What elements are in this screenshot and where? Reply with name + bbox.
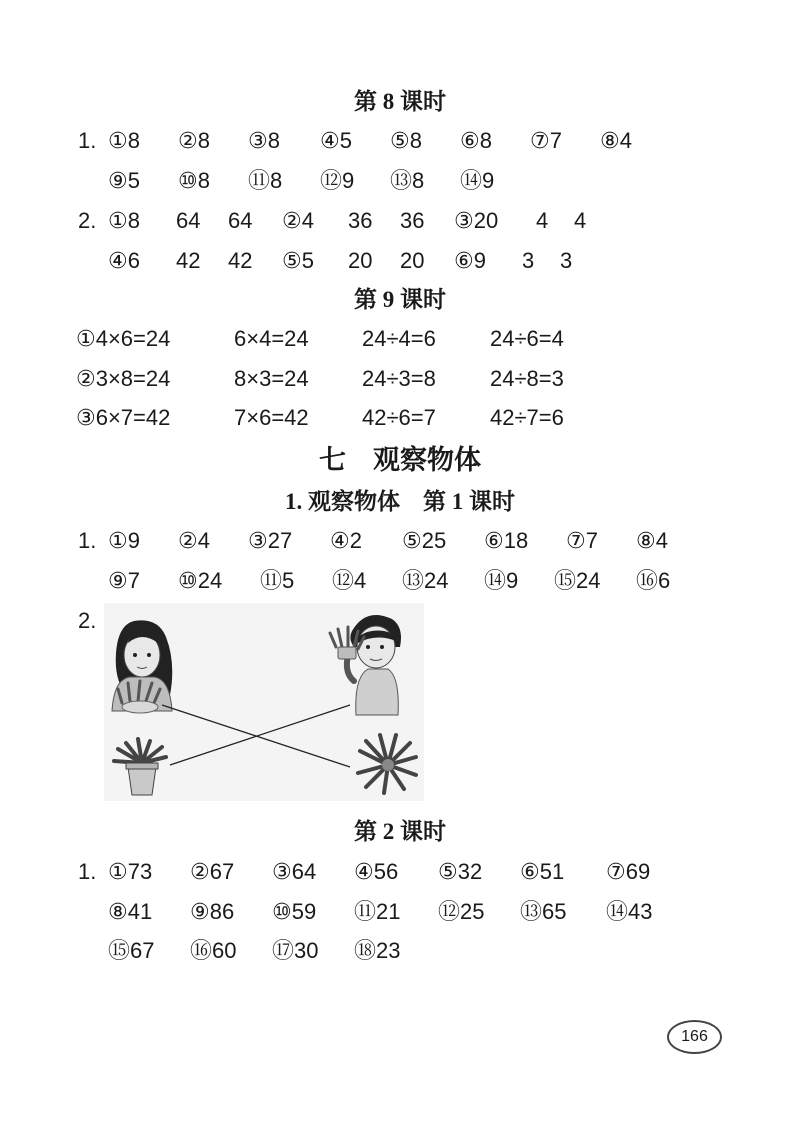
answer: ③64 xyxy=(272,859,317,884)
question-number: 2. xyxy=(78,608,97,633)
equation: 6×4=24 xyxy=(234,326,309,351)
answer: ⑤32 xyxy=(438,859,483,884)
girl-figure xyxy=(112,620,172,713)
answer: 4 xyxy=(536,208,549,233)
answer: ⑪21 xyxy=(354,899,401,924)
answer: 64 xyxy=(176,208,201,233)
answer: ①8 xyxy=(108,208,140,233)
answer: ⑪5 xyxy=(260,568,295,593)
answer: ⑧41 xyxy=(108,899,153,924)
answer: ⑨5 xyxy=(108,168,140,193)
answer: ⑧4 xyxy=(636,528,668,553)
answer: ②67 xyxy=(190,859,235,884)
section-9-title: 第 9 课时 xyxy=(354,287,446,312)
answer: 36 xyxy=(400,208,425,233)
answer: ⑤8 xyxy=(390,128,422,153)
equation: ①4×6=24 xyxy=(76,326,171,351)
answer: ⑭9 xyxy=(484,568,519,593)
question-number: 2. xyxy=(78,208,97,233)
answer: ②8 xyxy=(178,128,210,153)
answer: ⑥18 xyxy=(484,528,529,553)
question-number: 1. xyxy=(78,859,97,884)
answer: 20 xyxy=(400,248,425,273)
answer: 64 xyxy=(228,208,253,233)
answer: 42 xyxy=(228,248,253,273)
answer: ⑮24 xyxy=(554,568,601,593)
answer: ①9 xyxy=(108,528,140,553)
answer: ⑥8 xyxy=(460,128,492,153)
answer: ②4 xyxy=(178,528,210,553)
question-number: 1. xyxy=(78,528,97,553)
equation: 24÷8=3 xyxy=(490,366,564,391)
matching-illustration xyxy=(104,603,424,801)
answer: ③8 xyxy=(248,128,280,153)
equation: 24÷3=8 xyxy=(362,366,436,391)
answer: ⑦69 xyxy=(606,859,651,884)
answer: ⑫4 xyxy=(332,568,367,593)
answer: ⑬8 xyxy=(390,168,425,193)
answer: ⑮67 xyxy=(108,938,155,963)
answer: ③27 xyxy=(248,528,293,553)
page-number: 166 xyxy=(667,1020,722,1054)
equation: 42÷7=6 xyxy=(490,405,564,430)
question-number: 1. xyxy=(78,128,97,153)
answer: ⑤25 xyxy=(402,528,447,553)
answer: 42 xyxy=(176,248,201,273)
answer: ④2 xyxy=(330,528,362,553)
answer: ③20 xyxy=(454,208,499,233)
answer: ⑰30 xyxy=(272,938,319,963)
chapter-title: 七 观察物体 xyxy=(319,445,481,475)
answer: ⑭43 xyxy=(606,899,653,924)
answer: ⑥51 xyxy=(520,859,565,884)
answer: 4 xyxy=(574,208,587,233)
answer: ⑭9 xyxy=(460,168,495,193)
equation: 24÷6=4 xyxy=(490,326,564,351)
answer: ⑫9 xyxy=(320,168,355,193)
answer: ①8 xyxy=(108,128,140,153)
answer: 20 xyxy=(348,248,373,273)
answer: ①73 xyxy=(108,859,153,884)
answer: ⑦7 xyxy=(566,528,598,553)
answer: ⑥9 xyxy=(454,248,486,273)
equation: 24÷4=6 xyxy=(362,326,436,351)
answer: ⑫25 xyxy=(438,899,485,924)
lesson-1-title: 1. 观察物体 第 1 课时 xyxy=(285,489,515,514)
equation: 42÷6=7 xyxy=(362,405,436,430)
lesson-2-title: 第 2 课时 xyxy=(354,819,446,844)
answer: ⑯6 xyxy=(636,568,671,593)
answer: ⑩8 xyxy=(178,168,210,193)
answer: ⑪8 xyxy=(248,168,283,193)
answer: ⑧4 xyxy=(600,128,632,153)
answer: ⑩59 xyxy=(272,899,317,924)
section-8-title: 第 8 课时 xyxy=(354,89,446,114)
answer: ⑱23 xyxy=(354,938,401,963)
answer: ④56 xyxy=(354,859,399,884)
answer: ④6 xyxy=(108,248,140,273)
answer: ⑩24 xyxy=(178,568,223,593)
answer: 36 xyxy=(348,208,373,233)
answer: 3 xyxy=(560,248,573,273)
answer: ④5 xyxy=(320,128,352,153)
answer: 3 xyxy=(522,248,535,273)
answer: ⑬65 xyxy=(520,899,567,924)
equation: 7×6=42 xyxy=(234,405,309,430)
answer: ⑨7 xyxy=(108,568,140,593)
equation: ②3×8=24 xyxy=(76,366,171,391)
answer: ⑬24 xyxy=(402,568,449,593)
answer: ⑤5 xyxy=(282,248,314,273)
equation: ③6×7=42 xyxy=(76,405,171,430)
answer: ⑨86 xyxy=(190,899,235,924)
answer: ②4 xyxy=(282,208,314,233)
equation: 8×3=24 xyxy=(234,366,309,391)
answer: ⑯60 xyxy=(190,938,237,963)
answer: ⑦7 xyxy=(530,128,562,153)
